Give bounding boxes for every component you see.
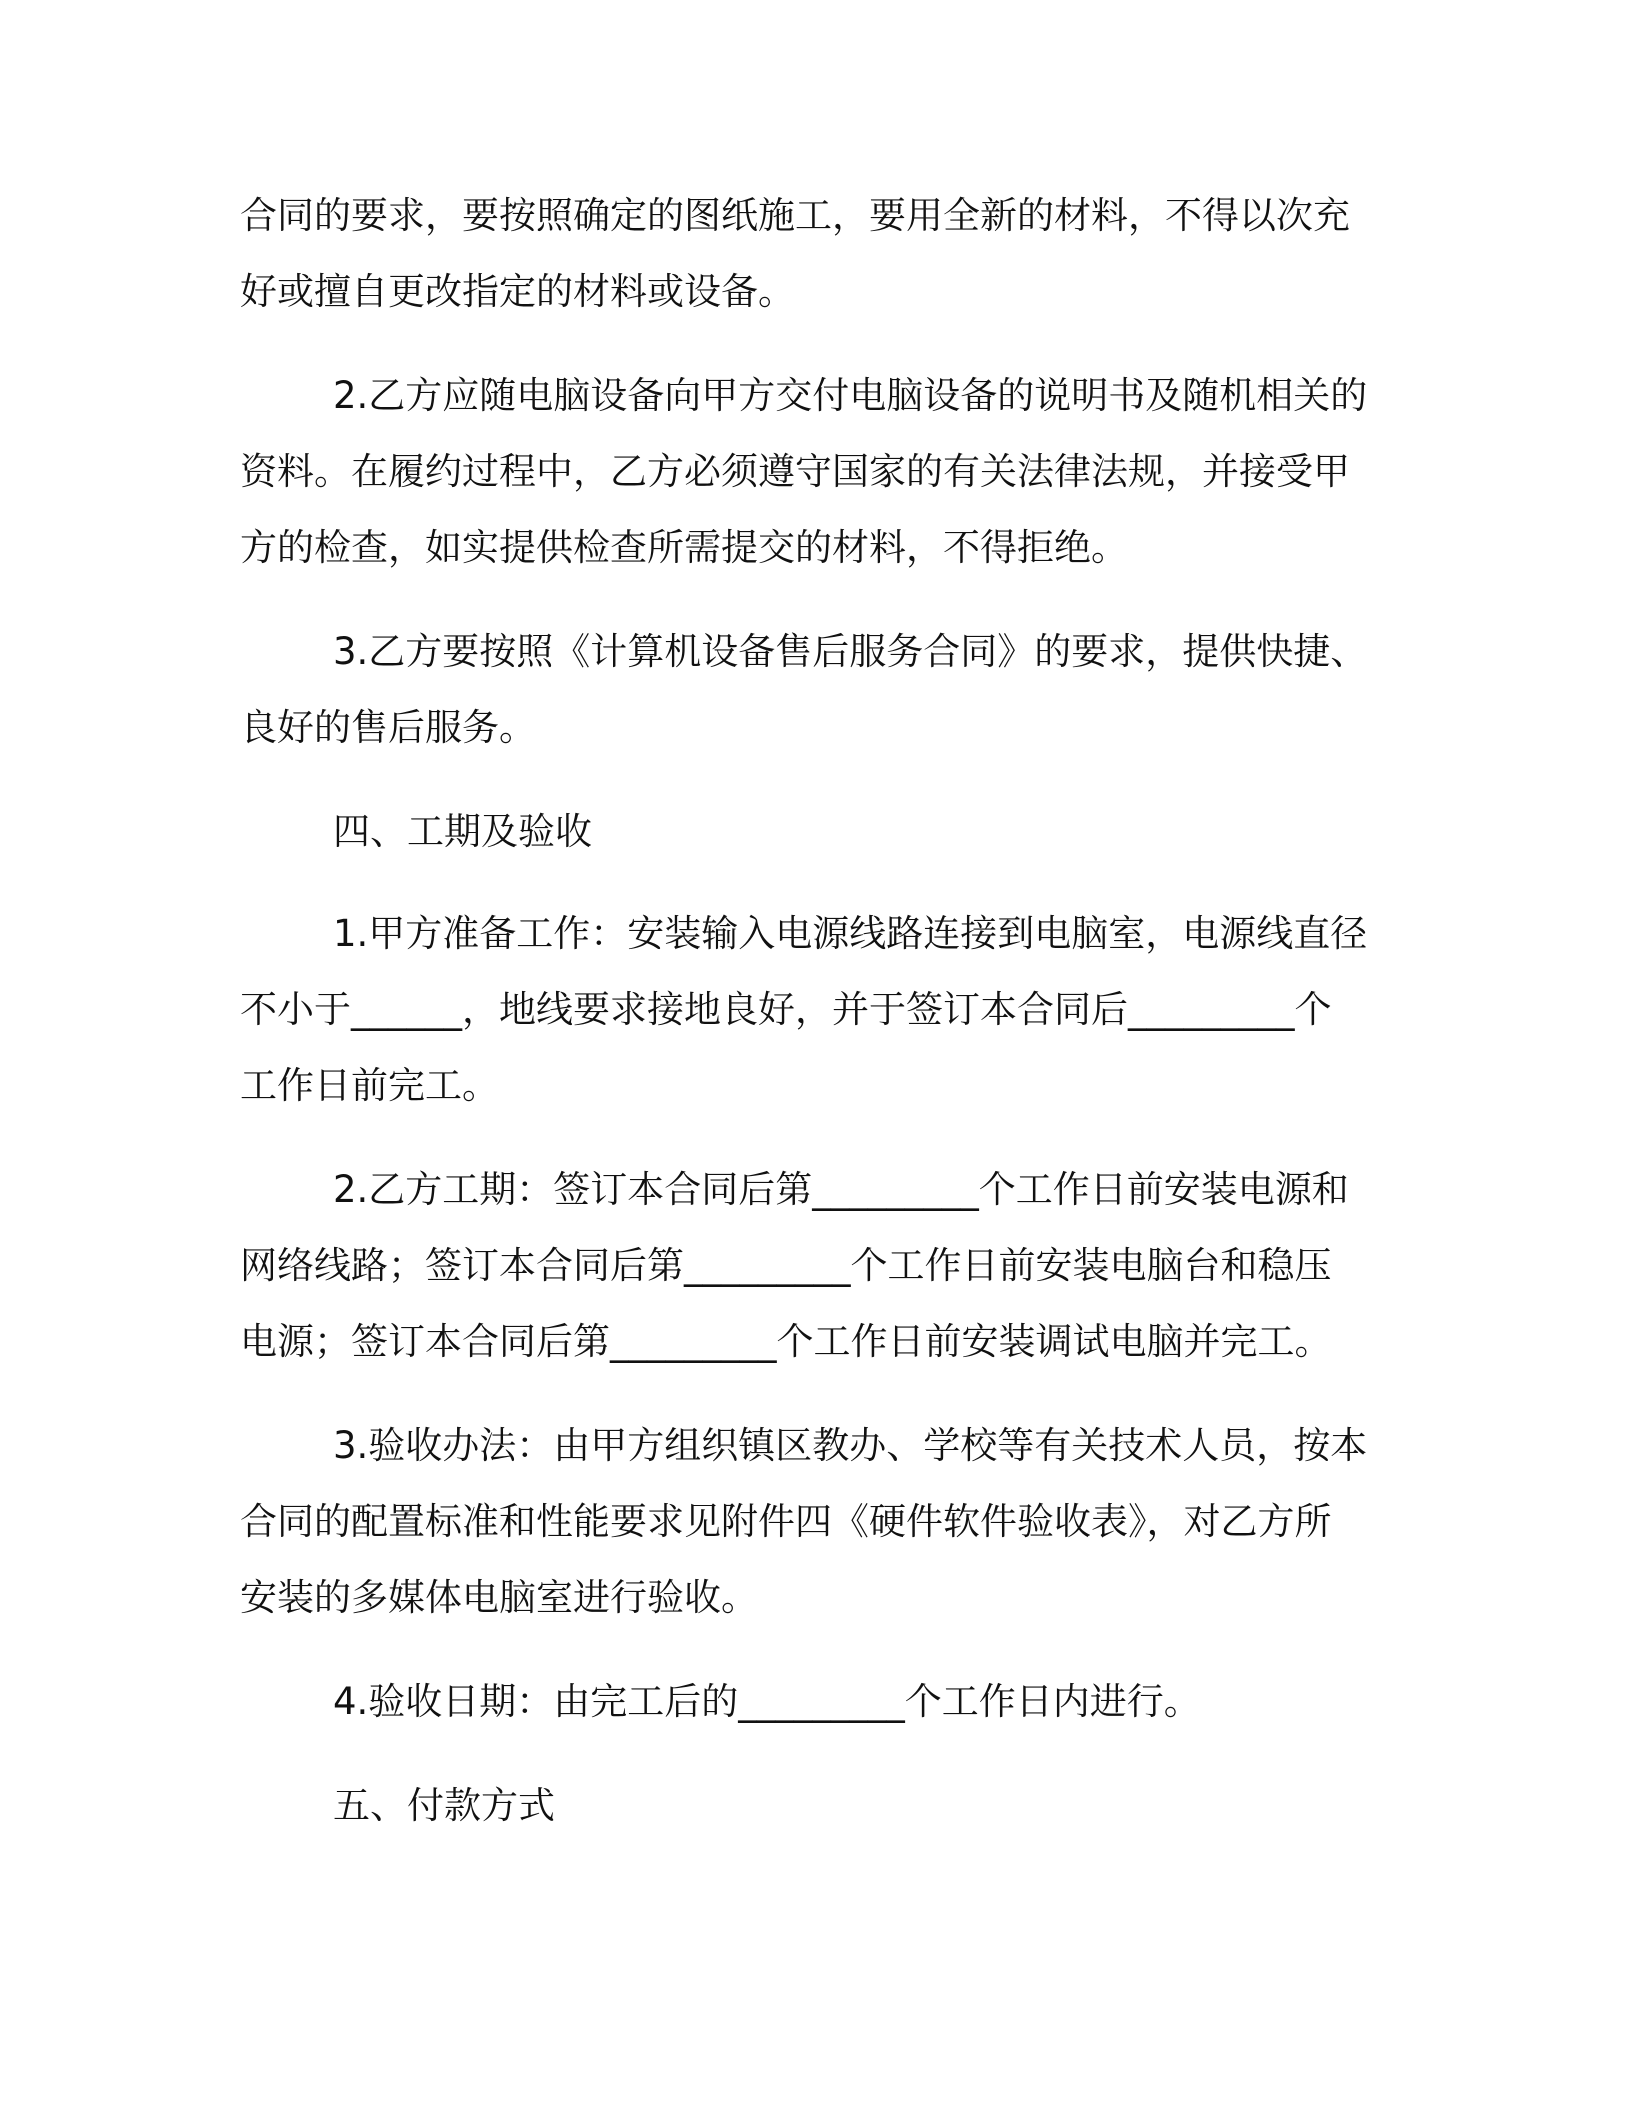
body-text-line: 合同的配置标准和性能要求见附件四《硬件软件验收表》，对乙方所	[240, 1500, 1332, 1543]
body-text-line: 电源；签订本合同后第_________个工作日前安装调试电脑并完工。	[240, 1320, 1332, 1363]
clause-4-2-line: 2.乙方工期：签订本合同后第_________个工作日前安装电源和	[333, 1168, 1349, 1211]
clause-4-4-line: 4.验收日期：由完工后的_________个工作日内进行。	[333, 1680, 1201, 1723]
clause-3-3-line: 3.乙方要按照《计算机设备售后服务合同》的要求，提供快捷、	[333, 630, 1368, 673]
body-text-line: 好或擅自更改指定的材料或设备。	[240, 270, 795, 313]
section-heading-5: 五、付款方式	[333, 1784, 555, 1827]
body-text-line: 方的检查，如实提供检查所需提交的材料，不得拒绝。	[240, 526, 1128, 569]
section-heading-4: 四、工期及验收	[333, 810, 592, 853]
body-text-line: 网络线路；签订本合同后第_________个工作日前安装电脑台和稳压	[240, 1244, 1332, 1287]
clause-4-3-line: 3.验收办法：由甲方组织镇区教办、学校等有关技术人员，按本	[333, 1424, 1368, 1467]
clause-3-2-line: 2.乙方应随电脑设备向甲方交付电脑设备的说明书及随机相关的	[333, 374, 1368, 417]
body-text-line: 良好的售后服务。	[240, 706, 536, 749]
clause-4-1-line: 1.甲方准备工作：安装输入电源线路连接到电脑室，电源线直径	[333, 912, 1368, 955]
body-text-line: 工作日前完工。	[240, 1064, 499, 1107]
body-text-line: 资料。在履约过程中，乙方必须遵守国家的有关法律法规，并接受甲	[240, 450, 1350, 493]
body-text-line: 不小于______，地线要求接地良好，并于签订本合同后_________个	[240, 988, 1332, 1031]
body-text-line: 安装的多媒体电脑室进行验收。	[240, 1576, 758, 1619]
body-text-line: 合同的要求，要按照确定的图纸施工，要用全新的材料，不得以次充	[240, 194, 1350, 237]
